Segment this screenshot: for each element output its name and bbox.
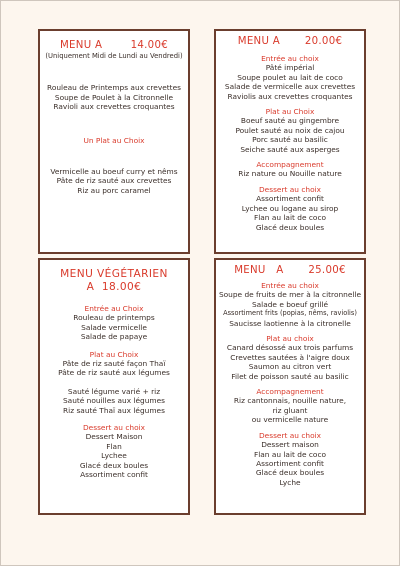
menu-item: Dessert Maison <box>85 432 143 442</box>
menu-item: Filet de poisson sauté au basilic <box>231 371 349 381</box>
menu-item: Vermicelle au boeuf curry et nêms <box>50 167 178 177</box>
menu-item: Salade vermicelle <box>81 322 147 332</box>
menu-item: Assortiment confit <box>256 194 324 204</box>
menu-item: Sauté légume varié + riz <box>67 386 161 396</box>
menu-item: Poulet sauté au noix de cajou <box>235 125 345 135</box>
menu-card-vegetarien <box>38 258 190 515</box>
menu-item: Assortiment frits (popias, nêms, raviolis) <box>223 309 357 318</box>
section-heading: Entrée au choix <box>261 281 319 290</box>
menu-item: Rouleau de printemps <box>73 313 155 323</box>
menu-item: Salade de papaye <box>80 332 148 342</box>
menu-card-a-20 <box>214 29 366 254</box>
menu-item: Salade de vermicelle aux crevettes <box>224 82 356 92</box>
menu-item: Seiche sauté aux asperges <box>240 144 340 154</box>
menu-item: Flan au lait de coco <box>253 213 327 223</box>
menu-item: Rouleau de Printemps aux crevettes <box>47 83 181 93</box>
menu-card-a-25 <box>214 258 366 515</box>
menu-item: Flan au lait de coco <box>253 449 327 459</box>
menu-item: Lyche <box>279 477 301 487</box>
menu-item: Pâté impérial <box>265 63 315 73</box>
menu-item: Raviolis aux crevettes croquantes <box>227 91 353 101</box>
menu-subtitle: (Uniquement Midi de Lundi au Vendredi) <box>45 52 183 60</box>
menu-item: Riz nature ou Nouille nature <box>238 169 342 179</box>
section-heading: Accompagnement <box>256 160 324 170</box>
menu-item: Riz cantonnais, nouille nature, <box>233 396 347 406</box>
menu-item: Glacé deux boules <box>255 468 325 478</box>
section-heading: Accompagnement <box>256 387 324 397</box>
menu-item: riz gluant <box>272 405 308 415</box>
menu-item: ou vermicelle nature <box>251 415 329 425</box>
menu-item: Riz au porc caramel <box>77 185 151 195</box>
menu-item: Boeuf sauté au gingembre <box>240 116 340 126</box>
menu-item: Soupe de fruits de mer à la citronnelle <box>218 290 362 300</box>
section-heading: Un Plat au Choix <box>83 135 145 145</box>
menu-item: Canard désossé aux trois parfums <box>226 343 354 353</box>
menu-item: Riz sauté Thaï aux légumes <box>63 405 165 415</box>
menu-item: Porc sauté au basilic <box>252 135 328 145</box>
menu-item: Pâte de riz sauté façon Thaï <box>62 359 166 369</box>
section-heading: Dessert au choix <box>82 423 146 433</box>
section-heading: Dessert au choix <box>258 184 322 194</box>
menu-title: MENU A 20.00€ <box>237 36 343 47</box>
menu-item: Assortiment confit <box>256 458 324 468</box>
menu-title: MENU A 25.00€ <box>234 265 346 276</box>
section-heading: Plat au choix <box>266 334 314 344</box>
menu-item: Lychee ou logane au sirop <box>241 203 339 213</box>
menu-item: Sauté nouilles aux légumes <box>62 396 165 406</box>
menu-item: Crevettes sautées à l'aigre doux <box>230 352 350 362</box>
section-heading: Dessert au choix <box>258 430 322 440</box>
menu-item: Flan <box>106 441 122 451</box>
menu-title: MENU VÉGÉTARIEN <box>60 268 168 280</box>
menu-price: A 18.00€ <box>86 281 142 293</box>
menu-item: Glacé deux boules <box>255 222 325 232</box>
menu-item: Glacé deux boules <box>79 460 149 470</box>
menu-item: Soupe de Poulet à la Citronnelle <box>54 92 174 102</box>
menu-item: Lychee <box>101 451 127 461</box>
section-heading: Plat au Choix <box>265 107 315 117</box>
menu-item: Assortiment confit <box>80 470 148 480</box>
menu-item: Soupe poulet au lait de coco <box>237 72 343 82</box>
menu-item: Ravioli aux crevettes croquantes <box>53 102 175 112</box>
menu-title: MENU A 14.00€ <box>59 40 169 51</box>
menu-item: Pâte de riz sauté aux crevettes <box>56 176 172 186</box>
section-heading: Entrée au choix <box>261 54 319 63</box>
menu-item: Saumon au citron vert <box>248 362 332 372</box>
menu-card-a-14 <box>38 29 190 254</box>
section-heading: Plat au Choix <box>89 349 139 359</box>
menu-item: Salade e boeuf grillé <box>251 299 329 309</box>
menu-item: Pâte de riz sauté aux légumes <box>58 368 170 378</box>
menu-item: Dessert maison <box>261 440 319 450</box>
menu-item: Saucisse laotienne à la citronelle <box>229 318 351 328</box>
section-heading: Entrée au Choix <box>84 304 144 313</box>
